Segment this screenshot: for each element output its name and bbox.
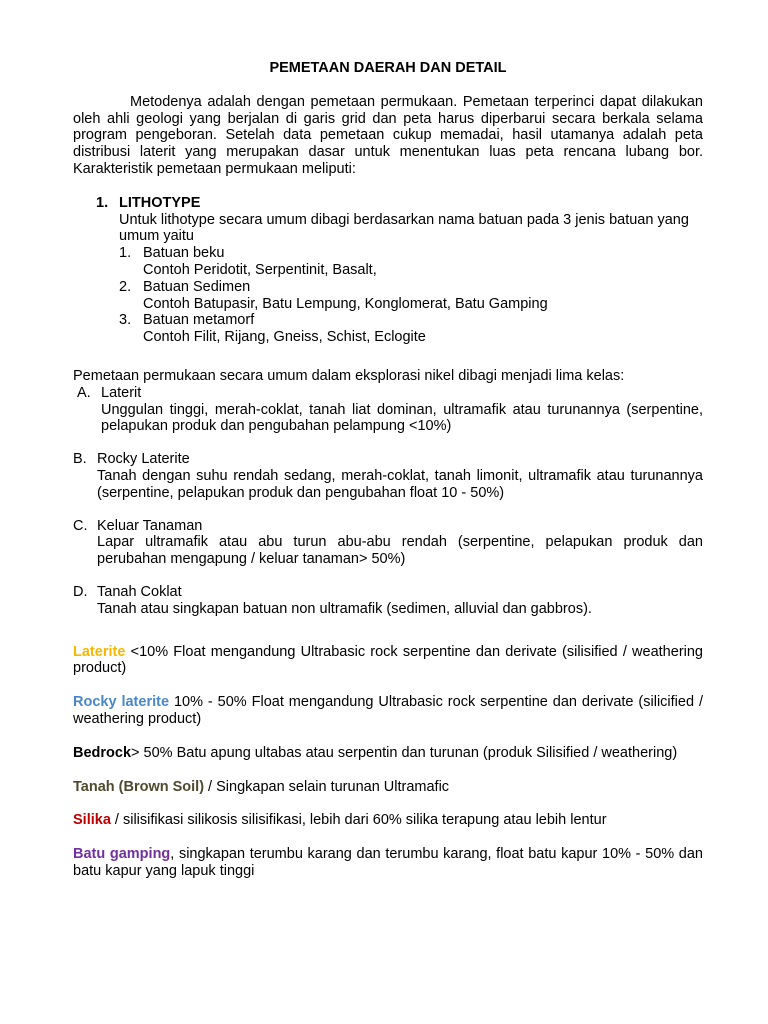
list-item-number: 1. [119,245,132,262]
legend-term: Silika [73,812,111,829]
section-lithotype [73,195,703,346]
rock-type-example: Contoh Peridotit, Serpentinit, Basalt, [143,261,377,278]
class-letter: B. [73,451,87,468]
legend-item-silika [73,812,703,829]
legend-term: Batu gamping [73,846,171,863]
legend-list [73,644,703,880]
legend-text: / Singkapan selain turunan Ultramafic [204,778,450,795]
document-title: PEMETAAN DAERAH DAN DETAIL [269,60,507,76]
class-item-keluar-tanaman [73,518,703,568]
legend-term: Laterite [73,643,126,660]
list-item [119,245,703,279]
class-list [73,385,703,618]
class-letter: A. [77,384,91,401]
legend-text: > 50% Batu apung ultabas atau serpentin dan turunan (produk Silisified / weathering) [131,744,678,761]
class-description: Lapar ultramafik atau abu turun abu-abu rendah (serpentine, pelapukan produk dan perubahan mengapung / keluar tanaman> 50%) [97,534,703,568]
class-name: Tanah Coklat [97,583,182,600]
legend-item-bedrock [73,745,703,762]
class-description: Unggulan tinggi, merah-coklat, tanah liat dominan, ultramafik atau turunannya (serpentine, pelapukan produk dan pengubahan pelampung <10%) [101,401,703,435]
rock-type-name: Batuan beku [143,245,225,262]
list-item-number: 3. [119,312,132,329]
class-description: Tanah dengan suhu rendah sedang, merah-coklat, tanah limonit, ultramafik atau turunannya (serpentine, pelapukan produk dan pengubahan float 10 - 50%) [97,467,703,501]
legend-text: 10% - 50% Float mengandung Ultrabasic rock serpentine dan derivate (silicified / weathering product) [73,694,703,727]
legend-text: <10% Float mengandung Ultrabasic rock serpentine dan derivate (silisified / weathering product) [73,643,703,677]
document-page [73,60,703,897]
list-item-number: 2. [119,278,132,295]
legend-text: , singkapan terumbu karang dan terumbu karang, float batu kapur 10% - 50% dan batu kapur yang lapuk tinggi [73,846,703,879]
class-name: Rocky Laterite [97,451,190,468]
legend-item-batu-gamping [73,846,703,880]
class-name: Laterit [101,384,142,401]
section-title: LITHOTYPE [119,194,201,211]
section-number: 1. [96,194,109,211]
class-description: Tanah atau singkapan batuan non ultramafik (sedimen, alluvial dan gabbros). [97,600,592,617]
intro-paragraph: Metodenya adalah dengan pemetaan permukaan. Pemetaan terperinci dapat dilakukan oleh ahli geologi yang berjalan di garis grid dan peta harus diperbarui secara berkala selama program pengeboran. Setelah data pemetaan cukup memadai, hasil utamanya adalah peta distribusi laterit yang merupakan dasar untuk menentukan luas peta rencana lubang bor. Karakteristik pemetaan permukaan meliputi: [73,93,703,177]
rock-type-list [119,245,703,346]
legend-term: Tanah (Brown Soil) [73,778,205,795]
class-name: Keluar Tanaman [97,517,203,534]
legend-term: Rocky laterite [73,694,170,711]
class-item-laterit [73,385,703,435]
rock-type-name: Batuan metamorf [143,312,255,329]
legend-text: / silisifikasi silikosis silisifikasi, lebih dari 60% silika terapung atau lebih lentur [110,812,607,829]
list-item [119,312,703,346]
rock-type-example: Contoh Batupasir, Batu Lempung, Konglomerat, Batu Gamping [143,295,548,312]
legend-term: Bedrock [73,744,132,761]
class-letter: C. [73,517,88,534]
rock-type-name: Batuan Sedimen [143,278,251,295]
legend-item-rocky-laterite [73,694,703,728]
section-text: Untuk lithotype secara umum dibagi berdasarkan nama batuan pada 3 jenis batuan yang umum yaitu [119,211,689,245]
legend-item-brown-soil [73,779,703,796]
rock-type-example: Contoh Filit, Rijang, Gneiss, Schist, Eclogite [143,329,426,346]
classes-intro: Pemetaan permukaan secara umum dalam eksplorasi nikel dibagi menjadi lima kelas: [73,367,625,384]
legend-item-laterite [73,644,703,678]
class-letter: D. [73,583,88,600]
list-item [119,279,703,313]
class-item-rocky-laterite [73,451,703,501]
class-item-tanah-coklat [73,584,703,618]
